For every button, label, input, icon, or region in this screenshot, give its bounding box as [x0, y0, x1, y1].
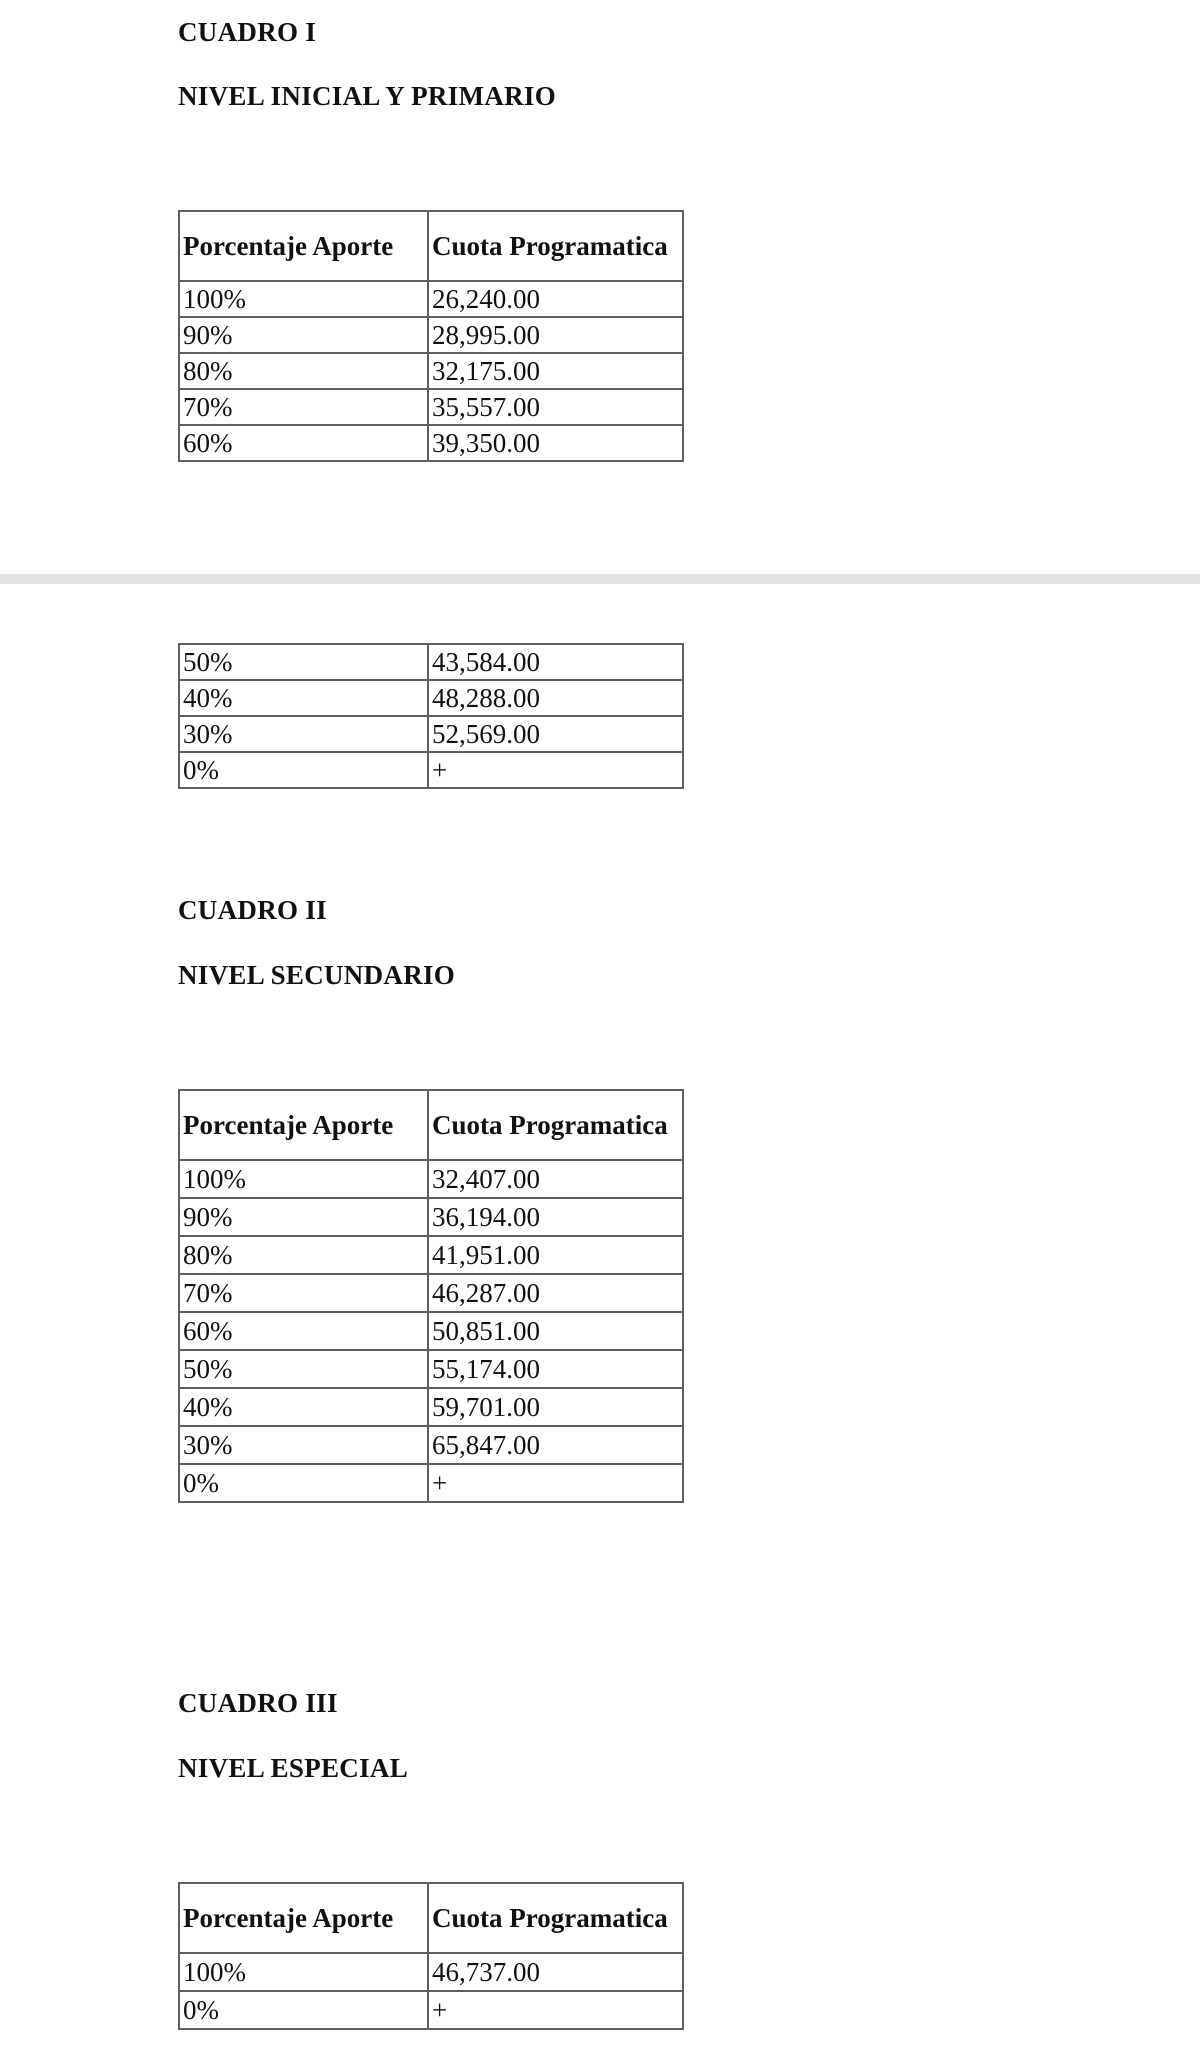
table-row	[179, 317, 683, 353]
cuota-cell: +	[428, 752, 683, 788]
table-body	[179, 1953, 683, 2029]
table-row	[179, 680, 683, 716]
porcentaje-cell: 90%	[179, 317, 428, 353]
table-row	[179, 1198, 683, 1236]
porcentaje-cell: 60%	[179, 1312, 428, 1350]
porcentaje-cell: 40%	[179, 680, 428, 716]
cuota-cell: 50,851.00	[428, 1312, 683, 1350]
porcentaje-cell: 100%	[179, 1953, 428, 1991]
page-break-divider	[0, 574, 1200, 584]
cuota-cell: 36,194.00	[428, 1198, 683, 1236]
cuota-cell: 39,350.00	[428, 425, 683, 461]
section-1-title: CUADRO I	[178, 17, 317, 47]
section-2-subtitle: NIVEL SECUNDARIO	[178, 960, 456, 990]
porcentaje-cell: 0%	[179, 752, 428, 788]
fee-table-2	[178, 1089, 684, 1503]
porcentaje-cell: 30%	[179, 716, 428, 752]
table-row	[179, 1160, 683, 1198]
table-row	[179, 1236, 683, 1274]
header-porcentaje-aporte: Porcentaje Aporte	[179, 211, 428, 281]
header-porcentaje-aporte: Porcentaje Aporte	[179, 1090, 428, 1160]
cuota-cell: 59,701.00	[428, 1388, 683, 1426]
porcentaje-cell: 50%	[179, 644, 428, 680]
table-row	[179, 1350, 683, 1388]
porcentaje-cell: 70%	[179, 1274, 428, 1312]
porcentaje-cell: 80%	[179, 1236, 428, 1274]
fee-table-1-part-1	[178, 210, 684, 462]
cuota-cell: +	[428, 1991, 683, 2029]
porcentaje-cell: 100%	[179, 281, 428, 317]
porcentaje-cell: 60%	[179, 425, 428, 461]
cuota-cell: 46,737.00	[428, 1953, 683, 1991]
table-row	[179, 1388, 683, 1426]
cuota-cell: +	[428, 1464, 683, 1502]
header-cuota-programatica: Cuota Programatica	[428, 211, 683, 281]
table-row	[179, 1426, 683, 1464]
porcentaje-cell: 30%	[179, 1426, 428, 1464]
porcentaje-cell: 50%	[179, 1350, 428, 1388]
table-row	[179, 644, 683, 680]
table-body	[179, 281, 683, 461]
table-header-row	[179, 211, 683, 281]
fee-table-1-part-2	[178, 643, 684, 789]
cuota-cell: 52,569.00	[428, 716, 683, 752]
table-row	[179, 353, 683, 389]
cuota-cell: 41,951.00	[428, 1236, 683, 1274]
porcentaje-cell: 90%	[179, 1198, 428, 1236]
cuota-cell: 43,584.00	[428, 644, 683, 680]
table-row	[179, 281, 683, 317]
fee-table-3	[178, 1882, 684, 2030]
table-row	[179, 1312, 683, 1350]
header-porcentaje-aporte: Porcentaje Aporte	[179, 1883, 428, 1953]
table-body	[179, 1160, 683, 1502]
porcentaje-cell: 80%	[179, 353, 428, 389]
cuota-cell: 65,847.00	[428, 1426, 683, 1464]
cuota-cell: 55,174.00	[428, 1350, 683, 1388]
porcentaje-cell: 100%	[179, 1160, 428, 1198]
table-row	[179, 1991, 683, 2029]
section-3-subtitle: NIVEL ESPECIAL	[178, 1753, 409, 1783]
cuota-cell: 28,995.00	[428, 317, 683, 353]
cuota-cell: 32,407.00	[428, 1160, 683, 1198]
table-row	[179, 389, 683, 425]
section-2-title: CUADRO II	[178, 895, 327, 925]
header-cuota-programatica: Cuota Programatica	[428, 1090, 683, 1160]
section-3-title: CUADRO III	[178, 1688, 338, 1718]
cuota-cell: 32,175.00	[428, 353, 683, 389]
section-1-subtitle: NIVEL INICIAL Y PRIMARIO	[178, 81, 557, 111]
porcentaje-cell: 0%	[179, 1464, 428, 1502]
table-body	[179, 644, 683, 788]
porcentaje-cell: 0%	[179, 1991, 428, 2029]
table-header-row	[179, 1090, 683, 1160]
table-row	[179, 752, 683, 788]
porcentaje-cell: 70%	[179, 389, 428, 425]
table-row	[179, 1464, 683, 1502]
header-cuota-programatica: Cuota Programatica	[428, 1883, 683, 1953]
table-header-row	[179, 1883, 683, 1953]
cuota-cell: 26,240.00	[428, 281, 683, 317]
cuota-cell: 46,287.00	[428, 1274, 683, 1312]
cuota-cell: 35,557.00	[428, 389, 683, 425]
table-row	[179, 1953, 683, 1991]
porcentaje-cell: 40%	[179, 1388, 428, 1426]
table-row	[179, 716, 683, 752]
cuota-cell: 48,288.00	[428, 680, 683, 716]
table-row	[179, 1274, 683, 1312]
table-row	[179, 425, 683, 461]
